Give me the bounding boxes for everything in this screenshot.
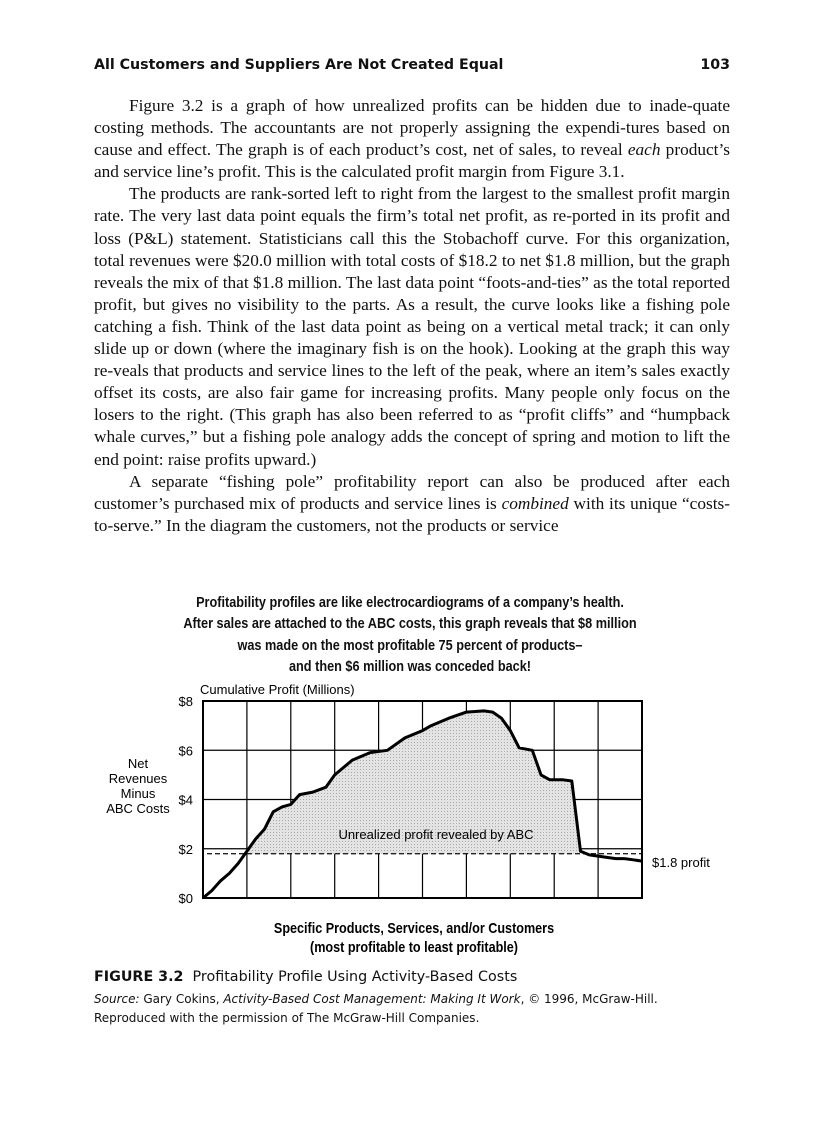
side-label-line: ABC Costs xyxy=(106,801,170,816)
source-book: Activity-Based Cost Management: Making It Work xyxy=(223,992,521,1006)
p1-text-a: Figure 3.2 is a graph of how unrealized profits can be hidden due to inade-quate costing methods. The accountants are not properly assigning the expendi-tures based on cause and effect. The graph is of each product’s cost, net of sales, to reveal xyxy=(94,96,730,160)
side-axis-label xyxy=(106,756,170,816)
baseline-label: $1.8 profit xyxy=(652,855,710,870)
side-label-line: Revenues xyxy=(108,771,168,786)
p3-emphasis: combined xyxy=(501,493,569,513)
paragraph-1 xyxy=(94,95,730,183)
figure-heading-line: Profitability profiles are like electrocardiograms of a company’s health. xyxy=(196,595,624,611)
source-permission: Reproduced with the permission of The McGraw-Hill Companies. xyxy=(94,1011,480,1025)
source-rest: , © 1996, McGraw-Hill. xyxy=(520,992,658,1006)
source-label: Source: xyxy=(94,992,140,1006)
page-number: 103 xyxy=(700,57,730,73)
figure-title: Profitability Profile Using Activity-Based Costs xyxy=(192,969,518,985)
p3-text-a: A separate “fishing pole” profitability report can also be produced after each customer’s purchased mix of products and service lines is xyxy=(94,471,730,513)
y-axis-title: Cumulative Profit (Millions) xyxy=(200,682,355,697)
y-tick-label: $8 xyxy=(178,694,193,709)
side-label-line: Net xyxy=(127,756,149,771)
paragraph-2: The products are rank-sorted left to right from the largest to the smallest profit margin rate. The very last data point equals the firm’s total net profit, as re-ported in its profit and loss (P&L) statement. Statisticians call this the Stobachoff curve. For this organization, total revenues were $20.0 million with total costs of $18.2 to net $1.8 million, but the graph reveals the mix of that $1.8 million. The last data point “foots-and-ties” as the total reported profit, but gives no visibility to the parts. As a result, the curve looks like a fishing pole catching a fish. Think of the last data point as being on a vertical metal track; it can only slide up or down (where the imaginary fish is on the hook). Looking at the graph this way re-veals that products and service lines to the left of the peak, where an item’s sales exactly offset its costs, are also fair game for increasing profits. Many people only focus on the losers to the right. (This graph has also been referred to as “profit cliffs” and “humpback whale curves,” but a fishing pole analogy adds the concept of spring and motion to lift the end point: raise profits upward.) xyxy=(94,184,730,469)
figure-heading-line: was made on the most profitable 75 percent of products– xyxy=(237,637,583,654)
x-axis-title xyxy=(274,920,554,955)
running-title: All Customers and Suppliers Are Not Created Equal xyxy=(94,57,504,73)
figure-heading xyxy=(140,593,679,679)
y-tick-label: $6 xyxy=(178,743,193,759)
side-label-line: Minus xyxy=(120,786,156,801)
p1-emphasis: each xyxy=(627,140,661,160)
x-axis-title-line: (most profitable to least profitable) xyxy=(310,939,518,956)
y-tick-label: $2 xyxy=(178,841,193,857)
profitability-chart xyxy=(96,676,736,961)
figure-heading-line: After sales are attached to the ABC costs, this graph reveals that $8 million xyxy=(183,616,637,633)
x-axis-title-line: Specific Products, Services, and/or Customers xyxy=(273,920,555,937)
source-author: Gary Cokins, xyxy=(139,992,224,1006)
body-text xyxy=(94,95,730,537)
figure-heading-line: and then $6 million was conceded back! xyxy=(288,659,531,676)
y-tick-label: $0 xyxy=(178,891,193,906)
caption-line xyxy=(94,969,744,985)
p3-text-b: with its unique “costs-to-serve.” In the diagram the customers, not the products or service xyxy=(94,493,730,535)
y-tick-labels xyxy=(179,694,193,906)
source-line xyxy=(94,990,744,1009)
p1-text-b: product’s and service line’s profit. This is the calculated profit margin from Figure 3.1. xyxy=(94,140,730,182)
figure-label: FIGURE 3.2 xyxy=(94,969,184,985)
paragraph-3 xyxy=(94,471,730,537)
y-tick-label: $4 xyxy=(178,792,193,808)
figure-caption xyxy=(94,969,744,1028)
area-label: Unrealized profit revealed by ABC xyxy=(338,827,534,842)
running-header xyxy=(94,57,730,79)
